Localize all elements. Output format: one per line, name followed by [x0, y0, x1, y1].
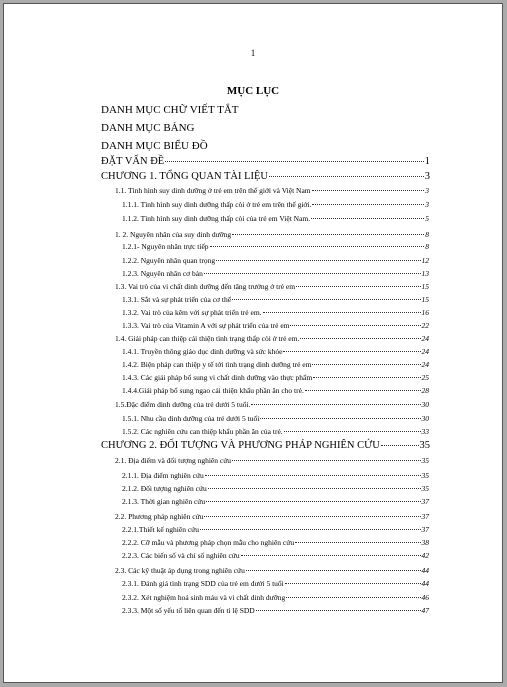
dot-leader — [300, 338, 420, 339]
toc-entry[interactable] — [115, 282, 429, 291]
toc-entry-title: 2.1.1. Địa điểm nghiên cứu — [122, 471, 204, 480]
toc-entry-page: 38 — [421, 538, 429, 547]
toc-entry-page: 8 — [425, 242, 429, 251]
toc-entry-page: 5 — [425, 214, 429, 223]
dot-leader — [312, 190, 425, 191]
page-number: 1 — [250, 48, 256, 58]
toc-entry[interactable] — [122, 414, 429, 423]
toc-entry[interactable] — [122, 386, 429, 395]
toc-entry-title: 2.2.2. Cỡ mẫu và phương pháp chọn mẫu cho nghiên cứu — [122, 538, 295, 547]
toc-entry[interactable] — [122, 214, 429, 223]
dot-leader — [232, 460, 420, 461]
toc-entry-title: 1.3.1. Sắt và sự phát triển của cơ thể — [122, 295, 232, 304]
toc-entry-page: 8 — [425, 230, 429, 239]
toc-entry[interactable] — [122, 497, 429, 506]
toc-entry[interactable] — [122, 242, 429, 251]
dot-leader — [256, 610, 421, 611]
toc-entry-title: 1.4.2. Biện pháp can thiệp y tế tới tình trạng dinh dưỡng trẻ em — [122, 360, 312, 369]
toc-entry[interactable] — [115, 334, 429, 343]
toc-title: MỤC LỤC — [226, 85, 280, 97]
dot-leader — [311, 218, 424, 219]
toc-entry[interactable] — [122, 295, 429, 304]
dot-leader — [208, 488, 421, 489]
dot-leader — [260, 418, 420, 419]
toc-entry-page: 35 — [419, 440, 430, 451]
dot-leader — [284, 431, 421, 432]
dot-leader — [232, 299, 420, 300]
toc-entry-page: 42 — [421, 551, 429, 560]
toc-entry-title: 1.1. Tình hình suy dinh dưỡng ở trẻ em trên thế giới và Việt Nam — [115, 186, 311, 195]
toc-entry-page: 1 — [424, 156, 430, 167]
toc-entry-title: 1.4.4.Giải pháp bổ sung ngao cải thiện khẩu phần ăn cho trẻ. — [122, 386, 304, 395]
toc-entry-page: 35 — [421, 456, 429, 465]
dot-leader — [312, 204, 424, 205]
toc-entry-title: 2.1.3. Thời gian nghiên cứu — [122, 497, 206, 506]
toc-entry[interactable] — [122, 256, 429, 265]
toc-entry[interactable] — [115, 400, 429, 409]
dot-leader — [283, 351, 420, 352]
toc-entry[interactable] — [122, 308, 429, 317]
toc-entry-title: 2.3.1. Đánh giá tình trạng SDD của trẻ em dưới 5 tuổi — [122, 579, 284, 588]
toc-entry-page: 12 — [421, 256, 429, 265]
toc-entry-page: 15 — [421, 295, 429, 304]
dot-leader — [210, 246, 425, 247]
toc-entry-title: 1.5.2. Các nghiên cứu can thiệp khẩu phần ăn của trẻ. — [122, 427, 283, 436]
toc-entry-page: 24 — [421, 334, 429, 343]
toc-entry-title: 2.2.1.Thiết kế nghiên cứu — [122, 525, 199, 534]
toc-entry[interactable] — [115, 512, 429, 521]
dot-leader — [295, 542, 420, 543]
toc-entry[interactable] — [122, 200, 429, 209]
toc-entry-page: 3 — [425, 200, 429, 209]
toc-entry-page: 46 — [421, 593, 429, 602]
toc-entry-page: 37 — [421, 497, 429, 506]
toc-entry[interactable] — [122, 484, 429, 493]
toc-entry[interactable] — [122, 593, 429, 602]
toc-entry-page: 28 — [421, 386, 429, 395]
toc-entry-page: 16 — [421, 308, 429, 317]
document-page — [3, 3, 503, 683]
toc-entry-page: 37 — [421, 512, 429, 521]
dot-leader — [206, 501, 420, 502]
toc-entry[interactable] — [122, 525, 429, 534]
toc-entry[interactable] — [101, 440, 430, 451]
toc-entry-page: 37 — [421, 525, 429, 534]
toc-entry[interactable] — [122, 551, 429, 560]
toc-entry-title: 1.4.3. Các giải pháp bổ sung vi chất dinh dưỡng vào thực phẩm — [122, 373, 313, 382]
dot-leader — [200, 529, 421, 530]
toc-entry-page: 44 — [421, 579, 429, 588]
toc-entry-title: 1.2.1- Nguyên nhân trực tiếp — [122, 242, 209, 251]
toc-entry-page: 24 — [421, 347, 429, 356]
dot-leader — [313, 377, 420, 378]
dot-leader — [204, 273, 421, 274]
toc-entry-title: 2.2. Phương pháp nghiên cứu — [115, 512, 204, 521]
toc-entry-page: 24 — [421, 360, 429, 369]
dot-leader — [286, 597, 420, 598]
toc-entry-title: 1.3. Vai trò của vi chất dinh dưỡng đến tăng trưởng ở trẻ em — [115, 282, 296, 291]
toc-entry-title: ĐẶT VẤN ĐỀ — [101, 156, 165, 167]
toc-entry-title: CHƯƠNG 1. TỔNG QUAN TÀI LIỆU — [101, 171, 268, 182]
toc-entry-title: 1.1.1. Tình hình suy dinh dưỡng thấp còi ở trẻ em trên thế giới. — [122, 200, 312, 209]
toc-entry-title: 1.1.2. Tình hình suy dinh dưỡng thấp còi của trẻ em Việt Nam. — [122, 214, 311, 223]
dot-leader — [251, 404, 420, 405]
toc-entry-title: 1.2.2. Nguyên nhân quan trọng — [122, 256, 216, 265]
toc-entry[interactable] — [122, 538, 429, 547]
toc-entry-page: 33 — [421, 427, 429, 436]
dot-leader — [296, 286, 420, 287]
toc-entry[interactable] — [122, 373, 429, 382]
toc-entry[interactable] — [115, 456, 429, 465]
dot-leader — [269, 176, 424, 177]
toc-entry-page: 22 — [421, 321, 429, 330]
toc-entry-page: 15 — [421, 282, 429, 291]
toc-entry-title: 1. 2. Nguyên nhân của suy dinh dưỡng — [115, 230, 232, 239]
toc-entry-page: 47 — [421, 606, 429, 615]
toc-entry-page: 13 — [421, 269, 429, 278]
toc-entry-title: 2.3.3. Một số yếu tố liên quan đến tỉ lệ SDD — [122, 606, 255, 615]
toc-header-charts: DANH MỤC BIỂU ĐỒ — [101, 140, 208, 152]
toc-entry[interactable] — [122, 427, 429, 436]
dot-leader — [204, 516, 420, 517]
dot-leader — [216, 260, 420, 261]
toc-entry-page: 25 — [421, 373, 429, 382]
dot-leader — [246, 570, 421, 571]
toc-entry[interactable] — [115, 186, 429, 195]
toc-entry[interactable] — [122, 360, 429, 369]
toc-entry[interactable] — [122, 606, 429, 615]
toc-entry[interactable] — [101, 171, 430, 182]
toc-entry-page: 30 — [421, 414, 429, 423]
toc-entry-page: 35 — [421, 484, 429, 493]
dot-leader — [305, 390, 421, 391]
toc-entry[interactable] — [122, 347, 429, 356]
toc-entry[interactable] — [122, 579, 429, 588]
toc-entry-title: CHƯƠNG 2. ĐỐI TƯỢNG VÀ PHƯƠNG PHÁP NGHIÊN CỨU — [101, 440, 380, 451]
dot-leader — [312, 364, 420, 365]
dot-leader — [381, 445, 419, 446]
toc-entry-title: 1.4.1. Truyền thông giáo dục dinh dưỡng và sức khỏe — [122, 347, 283, 356]
toc-entry-title: 2.3. Các kỹ thuật áp dụng trong nghiên cứu — [115, 566, 245, 575]
toc-entry-title: 1.3.2. Vai trò của kẽm với sự phát triển trẻ em. — [122, 308, 262, 317]
dot-leader — [205, 475, 421, 476]
toc-entry-title: 2.2.3. Các biến số và chỉ số nghiên cứu — [122, 551, 240, 560]
dot-leader — [285, 583, 421, 584]
toc-entry-title: 2.3.2. Xét nghiệm hoá sinh máu và vi chất dinh dưỡng — [122, 593, 286, 602]
toc-entry-page: 30 — [421, 400, 429, 409]
dot-leader — [232, 234, 424, 235]
toc-entry-title: 2.1.2. Đối tượng nghiên cứu — [122, 484, 207, 493]
dot-leader — [241, 555, 421, 556]
toc-entry[interactable] — [115, 230, 429, 239]
toc-entry-title: 2.1. Địa điểm và đối tượng nghiên cứu — [115, 456, 232, 465]
toc-entry-page: 35 — [421, 471, 429, 480]
toc-entry[interactable] — [101, 156, 430, 167]
toc-header-abbreviations: DANH MỤC CHỮ VIẾT TẮT — [101, 104, 239, 116]
toc-entry-title: 1.4. Giải pháp can thiệp cải thiện tình trạng thấp còi ở trẻ em. — [115, 334, 300, 343]
toc-entry-page: 3 — [425, 186, 429, 195]
dot-leader — [165, 161, 424, 162]
dot-leader — [290, 325, 420, 326]
toc-entry[interactable] — [115, 566, 429, 575]
toc-entry-title: 1.3.3. Vai trò của Vitamin A với sự phát triển của trẻ em — [122, 321, 290, 330]
toc-entry[interactable] — [122, 321, 429, 330]
toc-entry[interactable] — [122, 471, 429, 480]
dot-leader — [263, 312, 421, 313]
toc-entry[interactable] — [122, 269, 429, 278]
toc-header-tables: DANH MỤC BẢNG — [101, 122, 195, 134]
toc-entry-title: 1.5.Đặc điểm dinh dưỡng của trẻ dưới 5 tuổi. — [115, 400, 251, 409]
toc-entry-page: 3 — [424, 171, 430, 182]
toc-entry-title: 1.5.1. Nhu cầu dinh dưỡng của trẻ dưới 5 tuổi — [122, 414, 260, 423]
toc-entry-page: 44 — [421, 566, 429, 575]
toc-entry-title: 1.2.3. Nguyên nhân cơ bản — [122, 269, 203, 278]
